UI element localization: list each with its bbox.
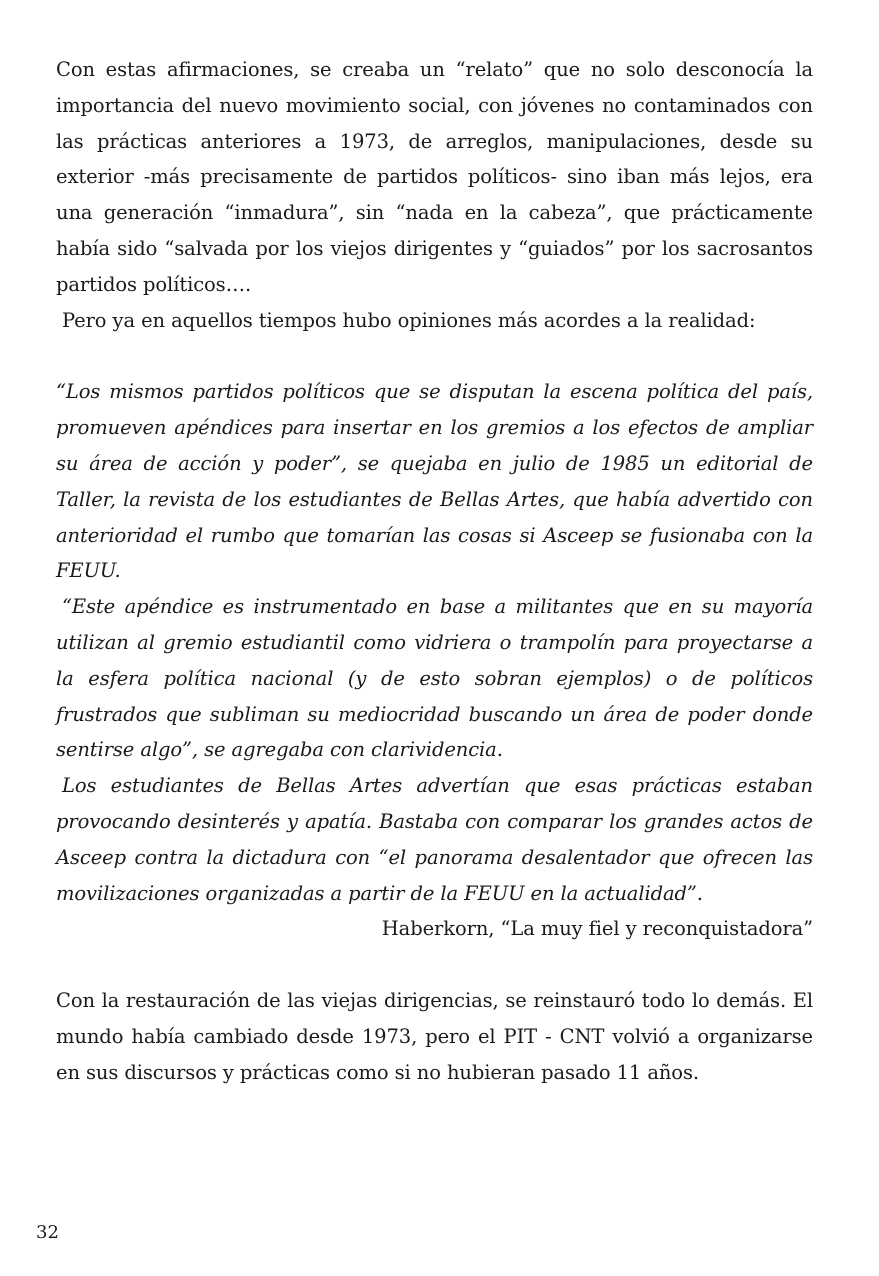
quote-editorial: “Los mismos partidos políticos que se disputan la escena política del país, promueven apéndices para insertar en los gremios a los efectos de ampliar su área de acción y poder”, se quejaba en julio de 1985 un editorial de Taller, la revista de los estudiantes de Bellas Artes, que había advertido con anterioridad el rumbo que tomarían las cosas si Asceep se fusionaba con la FEUU.	[56, 380, 813, 583]
paragraph-conclusion: Con la restauración de las viejas dirigencias, se reinstauró todo lo demás. El mundo había cambiado desde 1973, pero el PIT - CNT volvió a organizarse en sus discursos y prácticas como si no hubieran pasado 11 años.	[56, 989, 813, 1084]
page-number: 32	[36, 1222, 59, 1243]
quote-bellas-artes: Los estudiantes de Bellas Artes advertían que esas prácticas estaban provocando desinterés y apatía. Bastaba con comparar los grandes actos de Asceep contra la dictadura con “el panorama desalentador que ofrecen las movilizaciones organizadas a partir de la FEUU en la actualidad”.	[56, 774, 813, 905]
paragraph-transition: Pero ya en aquellos tiempos hubo opiniones más acordes a la realidad:	[62, 308, 756, 332]
paragraph-intro: Con estas afirmaciones, se creaba un “relato” que no solo desconocía la importancia del nuevo movimiento social, con jóvenes no contaminados con las prácticas anteriores a 1973, de arreglos, manipulaciones, desde su exterior -más precisamente de partidos políticos- sino iban más lejos, era una generación “inmadura”, sin “nada en la cabeza”, que prácticamente había sido “salvada por los viejos dirigentes y “guiados” por los sacrosantos partidos políticos….	[56, 58, 813, 296]
quote-appendix: “Este apéndice es instrumentado en base a militantes que en su mayoría utilizan al gremio estudiantil como vidriera o trampolín para proyectarse a la esfera política nacional (y de esto sobran ejemplos) o de políticos frustrados que subliman su mediocridad buscando un área de poder donde sentirse algo”, se agregaba con clarividencia.	[56, 595, 813, 762]
quote-attribution: Haberkorn, “La muy fiel y reconquistadora”	[381, 917, 813, 941]
page-body	[56, 52, 813, 1091]
